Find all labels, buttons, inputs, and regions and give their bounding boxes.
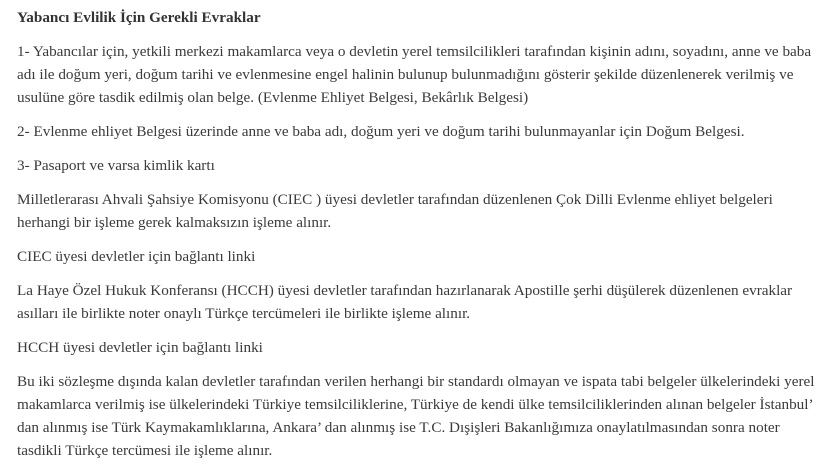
paragraph-requirement-3: 3- Pasaport ve varsa kimlik kartı xyxy=(17,157,215,174)
paragraph-requirement-2: 2- Evlenme ehliyet Belgesi üzerinde anne ve baba adı, doğum yeri ve doğum tarihi bulunmayanlar için Doğum Belgesi. xyxy=(17,123,745,140)
paragraph-other-states: Bu iki sözleşme dışında kalan devletler tarafından verilen herhangi bir standardı olmayan ve ispata tabi belgeler ülkelerindeki yerel makamlarca verilmiş ise ülkelerindeki Türkiye temsilciliklerine, Türkiye de kendi ülke temsilciliklerinden alınan belgeler İstanbul’ dan alınmış ise Türk Kaymakamlıklarına, Ankara’ dan alınmış ise T.C. Dışişleri Bakanlığımıza onaylatılmasından sonra noter tasdikli Türkçe tercümesi ile işleme alınır. xyxy=(17,373,815,459)
hcch-link-text: HCCH üyesi devletler için bağlantı linki xyxy=(17,339,263,356)
paragraph-requirement-1: 1- Yabancılar için, yetkili merkezi makamlarca veya o devletin yerel temsilcilikleri tarafından kişinin adını, soyadını, anne ve baba adı ile doğum yeri, doğum tarihi ve evlenmesine engel halinin bulunup bulunmadığını gösterir şekilde düzenlenerek verilmiş ve usulüne göre tasdik edilmiş olan belge. (Evlenme Ehliyet Belgesi, Bekârlık Belgesi) xyxy=(17,43,812,106)
paragraph-ciec-info: Milletlerarası Ahvali Şahsiye Komisyonu (CIEC ) üyesi devletler tarafından düzenlenen Çok Dilli Evlenme ehliyet belgeleri herhangi bir işleme gerek kalmaksızın işleme alınır. xyxy=(17,191,773,231)
paragraph-hcch-info: La Haye Özel Hukuk Konferansı (HCCH) üyesi devletler tarafından hazırlanarak Apostille şerhi düşülerek düzenlenen evraklar asılları ile birlikte noter onaylı Türkçe tercümeleri ile birlikte işleme alınır. xyxy=(17,282,793,322)
document-title: Yabancı Evlilik İçin Gerekli Evraklar xyxy=(17,9,261,26)
ciec-link-text: CIEC üyesi devletler için bağlantı linki xyxy=(17,248,256,265)
